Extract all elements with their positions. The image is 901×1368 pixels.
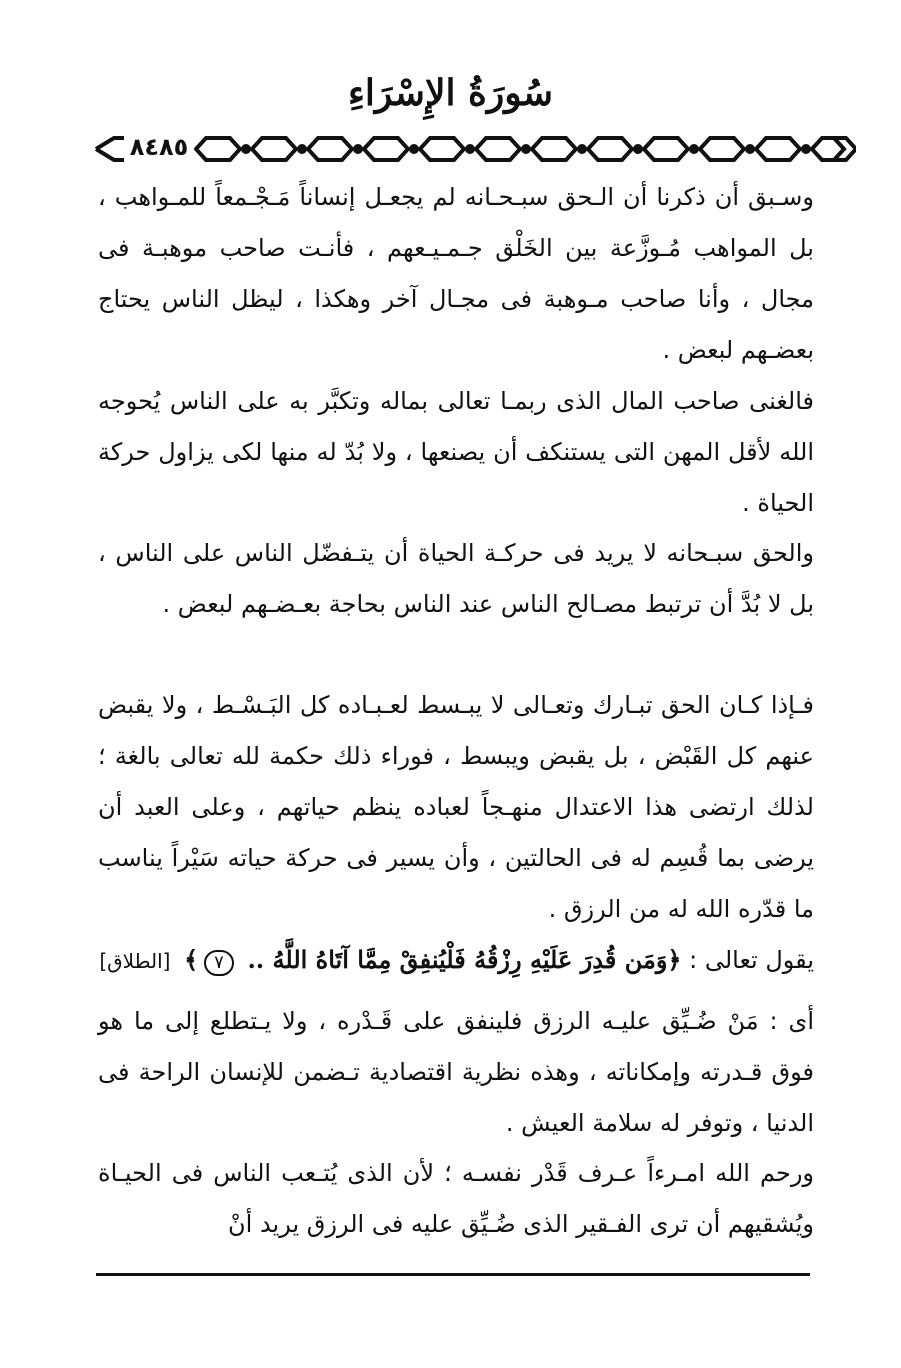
ornament-cap [834, 138, 844, 160]
ornament-link [364, 138, 408, 160]
surah-title: سُورَةُ الإِسْرَاءِ [347, 72, 554, 114]
verse-number: ٧ [204, 950, 234, 976]
verse-line [98, 934, 814, 987]
verse-intro: يقول تعالى : [689, 946, 814, 974]
paragraph: فـإذا كـان الحق تبـارك وتعـالى لا يبـسط لعـبـاده كل البَـسْـط ، ولا يقبض عنهم كل القَبْض ، بل يقبض ويبسط ، فوراء ذلك حكمة لله تعالى بالغة ؛ لذلك ارتضى هذا الاعتدال منهـجاً لعباده ينظم حياتهم ، وعلى العبد أن يرضى بما قُسِم له فى الحالتين ، وأن يسير فى حركة حياته سَيْراً يناسب ما قدّره الله له من الرزق . [98, 691, 814, 923]
ornament-dot [579, 146, 585, 152]
ornament-dot [635, 146, 641, 152]
verse-quote: وَمَن قُدِرَ عَلَيْهِ رِزْقُهُ فَلْيُنفِقْ مِمَّا آتَاهُ اللَّهُ .. [247, 945, 668, 974]
verse-close-bracket: ﴾ [184, 945, 199, 974]
ornament-link [252, 138, 296, 160]
ornament-link [644, 138, 688, 160]
ornament-link [532, 138, 576, 160]
footer-rule [96, 1273, 810, 1276]
ornament-dot [523, 146, 529, 152]
ornament-dot [355, 146, 361, 152]
ornament-link [588, 138, 632, 160]
paragraph: وسـبق أن ذكرنا أن الـحق سبـحـانه لم يجعـل إنساناً مَـجْـمعاً للمـواهب ، بل المواهب مُـوزَّعة بين الخَلْق جـمـيـعهم ، فأنـت صاحب موهبـة فى مجال ، وأنا صاحب مـوهبة فى مجـال آخر وهكذا ، ليظل الناس يحتاج بعضـهم لبعض . [98, 183, 814, 364]
ornament-cap [96, 138, 126, 160]
ornament-link [308, 138, 352, 160]
ornament-link [476, 138, 520, 160]
ornament-dot [803, 146, 809, 152]
ornament-dot [299, 146, 305, 152]
ornament-link [812, 138, 856, 160]
paragraph: ورحم الله امـرءاً عـرف قَدْر نفسـه ؛ لأن الذى يُتـعب الناس فى الحيـاة ويُشقيهم أن ترى الفـقير الذى ضُـيِّق عليه فى الرزق يريد أنْ [98, 1159, 814, 1238]
verse-reference: [الطلاق] [99, 949, 171, 973]
verse-open-bracket: ﴿ [667, 945, 682, 974]
paragraph: فالغنى صاحب المال الذى ربمـا تعالى بماله وتكبَّر به على الناس يُحوجه الله لأقل المهن التى يستنكف أن يصنعها ، ولا بُدّ له منها لكى يزاول حركة الحياة . [98, 387, 814, 517]
ornament-dot [411, 146, 417, 152]
ornament-border-icon [92, 128, 856, 170]
paragraph: أى : مَنْ ضُـيِّق عليـه الرزق فلينفق على قَـدْره ، ولا يـتطلع إلى ما هو فوق قـدرته وإمكاناته ، وهذه نظرية اقتصادية تـضمن للإنسان الراحة فى الدنيا ، وتوفر له سلامة العيش . [98, 1007, 814, 1137]
paragraph: والحق سبـحانه لا يريد فى حركـة الحياة أن يتـفضّل الناس على الناس ، بل لا بُدَّ أن ترتبط مصـالح الناس عند الناس بحاجة بعـضـهم لبعض . [98, 539, 814, 618]
ornament-link [700, 138, 744, 160]
page-number: ٨٤٨٥ [124, 130, 194, 164]
ornament-dot [243, 146, 249, 152]
ornament-link [420, 138, 464, 160]
ornament-dot [467, 146, 473, 152]
ornament-dot [747, 146, 753, 152]
ornament-dot [691, 146, 697, 152]
ornament-link [756, 138, 800, 160]
ornament-link [196, 138, 240, 160]
